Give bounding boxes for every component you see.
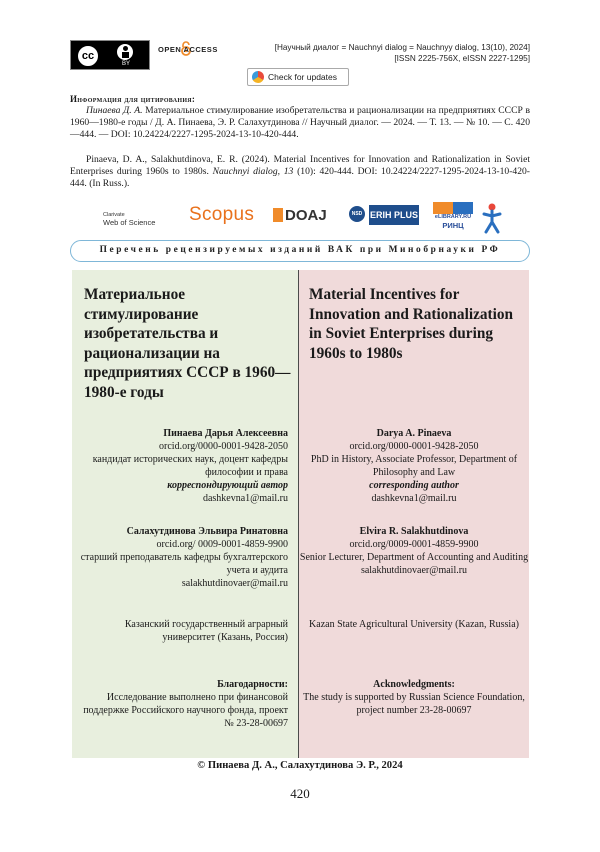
citation-en-part1: Pinaeva, D. A., Salakhutdinova, E. R. (2024). Material Incentives for Innovation and Rationalization in Soviet Enterprises during 1960s to 1980s.: [70, 154, 530, 178]
author1-role-en: corresponding author: [369, 480, 459, 491]
author1-en: [299, 427, 529, 505]
copyright-notice: © Пинаева Д. А., Салахутдинова Э. Р., 2024: [197, 760, 403, 771]
cc-icon: cc: [76, 44, 100, 68]
author1-name-en: Darya A. Pinaeva: [376, 428, 452, 439]
author1-orcid-en[interactable]: orcid.org/0000-0001-9428-2050: [349, 441, 479, 452]
author2-position-en: Senior Lecturer, Department of Accounting and Auditing: [299, 552, 529, 563]
doaj-icon: [273, 208, 283, 222]
citation-ru-authors: Пинаева Д. А.: [86, 105, 143, 116]
erih-plus-logo[interactable]: ERIH PLUS: [369, 205, 419, 225]
article-title-ru: Материальное стимулирование изобретательства и рационализации на предприятиях СССР в 1960—1980-е годы: [84, 286, 291, 401]
affiliation-ru: Казанский государственный аграрный университет (Казань, Россия): [124, 619, 288, 643]
acknowledgments-ru: [76, 678, 288, 730]
citation-en-part2: (10): 420-444. DOI: 10.24224/2227-1295-2024-13-10-420-444. (In Russ.).: [70, 166, 530, 190]
web-of-science-label: Web of Science: [103, 218, 156, 227]
nsd-logo[interactable]: NSD: [349, 206, 365, 222]
author2-email-en[interactable]: salakhutdinovaer@mail.ru: [360, 565, 468, 576]
check-for-updates-button[interactable]: [247, 68, 349, 86]
author2-name-en: Elvira R. Salakhutdinova: [359, 526, 469, 537]
by-label: BY: [121, 61, 130, 67]
elibrary-icon: [433, 202, 473, 214]
author2-orcid-en[interactable]: orcid.org/0009-0001-4859-9900: [349, 539, 479, 550]
ack-heading-ru: Благодарности:: [217, 679, 288, 690]
person-figure-logo-icon[interactable]: [481, 202, 503, 234]
author2-orcid-ru[interactable]: orcid.org/ 0009-0001-4859-9900: [156, 539, 288, 550]
citation-heading: Информация для цитирования:: [70, 94, 196, 104]
author1-orcid-ru[interactable]: orcid.org/0000-0001-9428-2050: [159, 441, 288, 452]
author2-email-ru[interactable]: salakhutdinovaer@mail.ru: [181, 578, 288, 589]
clarivate-label: Clarivate: [103, 212, 125, 218]
ack-text-ru: Исследование выполнено при финансовой поддержке Российского научного фонда, проект № 23-28-00697: [83, 692, 288, 729]
web-of-science-logo[interactable]: [103, 211, 173, 227]
vak-list-banner: Перечень рецензируемых изданий ВАК при Минобрнауки РФ: [70, 240, 530, 262]
author1-name-ru: Пинаева Дарья Алексеевна: [163, 428, 288, 439]
open-access-label: OPEN ACCESS: [158, 45, 218, 54]
author1-ru: [76, 427, 288, 505]
acknowledgments-en: [299, 678, 529, 717]
journal-reference: [275, 42, 530, 64]
english-column: [299, 270, 529, 758]
journal-reference-line1: [Научный диалог = Nauchnyi dialog = Nauchnyy dialog, 13(10), 2024]: [274, 43, 530, 52]
author1-email-ru[interactable]: dashkevna1@mail.ru: [202, 493, 288, 504]
citation-ru-rest: Материальное стимулирование изобретательства и рационализации на предприятиях СССР в 1960—1980-е годы / Д. А. Пинаева, Э. Р. Салахутдинова // Научный диалог. — 2024. — Т. 13. — № 10. — С. 420—444. — DOI: 10.24224/2227-1295-2024-13-10-420-444.: [70, 105, 530, 141]
author2-en: [299, 525, 529, 577]
author1-email-en[interactable]: dashkevna1@mail.ru: [371, 493, 457, 504]
indexing-logos: [103, 202, 523, 238]
check-for-updates-label: Check for updates: [268, 72, 337, 82]
affiliation-en: Kazan State Agricultural University (Kazan, Russia): [309, 619, 519, 630]
citation-russian: [70, 105, 530, 142]
article-title-en: Material Incentives for Innovation and Rationalization in Soviet Enterprises during 1960s to 1980s: [309, 286, 514, 362]
citation-english: [70, 154, 530, 191]
citation-en-journal: Nauchnyi dialog, 13: [212, 166, 294, 178]
author1-position-en: PhD in History, Associate Professor, Department of Philosophy and Law: [310, 454, 518, 478]
rinc-label: РИНЦ: [442, 221, 464, 230]
ack-text-en: The study is supported by Russian Science Foundation, project number 23-28-00697: [303, 692, 525, 716]
author1-role-ru: корреспондирующий автор: [167, 480, 288, 491]
attribution-icon: [116, 43, 134, 61]
author2-ru: [76, 525, 288, 590]
russian-column: [72, 270, 299, 758]
ack-heading-en: Acknowledgments:: [373, 679, 455, 690]
author2-name-ru: Салахутдинова Эльвира Ринатовна: [126, 526, 288, 537]
author2-position-ru: старший преподаватель кафедры бухгалтерского учета и аудита: [80, 552, 288, 576]
elibrary-label: eLIBRARY.RU: [434, 214, 472, 220]
scopus-logo[interactable]: Scopus: [189, 204, 255, 225]
crossmark-icon: [252, 71, 264, 83]
doaj-label: DOAJ: [285, 207, 327, 224]
journal-reference-line2: [ISSN 2225-756X, eISSN 2227-1295]: [394, 54, 530, 63]
page-number: 420: [290, 786, 310, 801]
cc-by-license-badge[interactable]: [70, 40, 150, 70]
doaj-logo[interactable]: [273, 207, 327, 224]
author1-position-ru: кандидат исторических наук, доцент кафедры философии и права: [92, 454, 288, 478]
elibrary-logo[interactable]: [433, 202, 473, 228]
